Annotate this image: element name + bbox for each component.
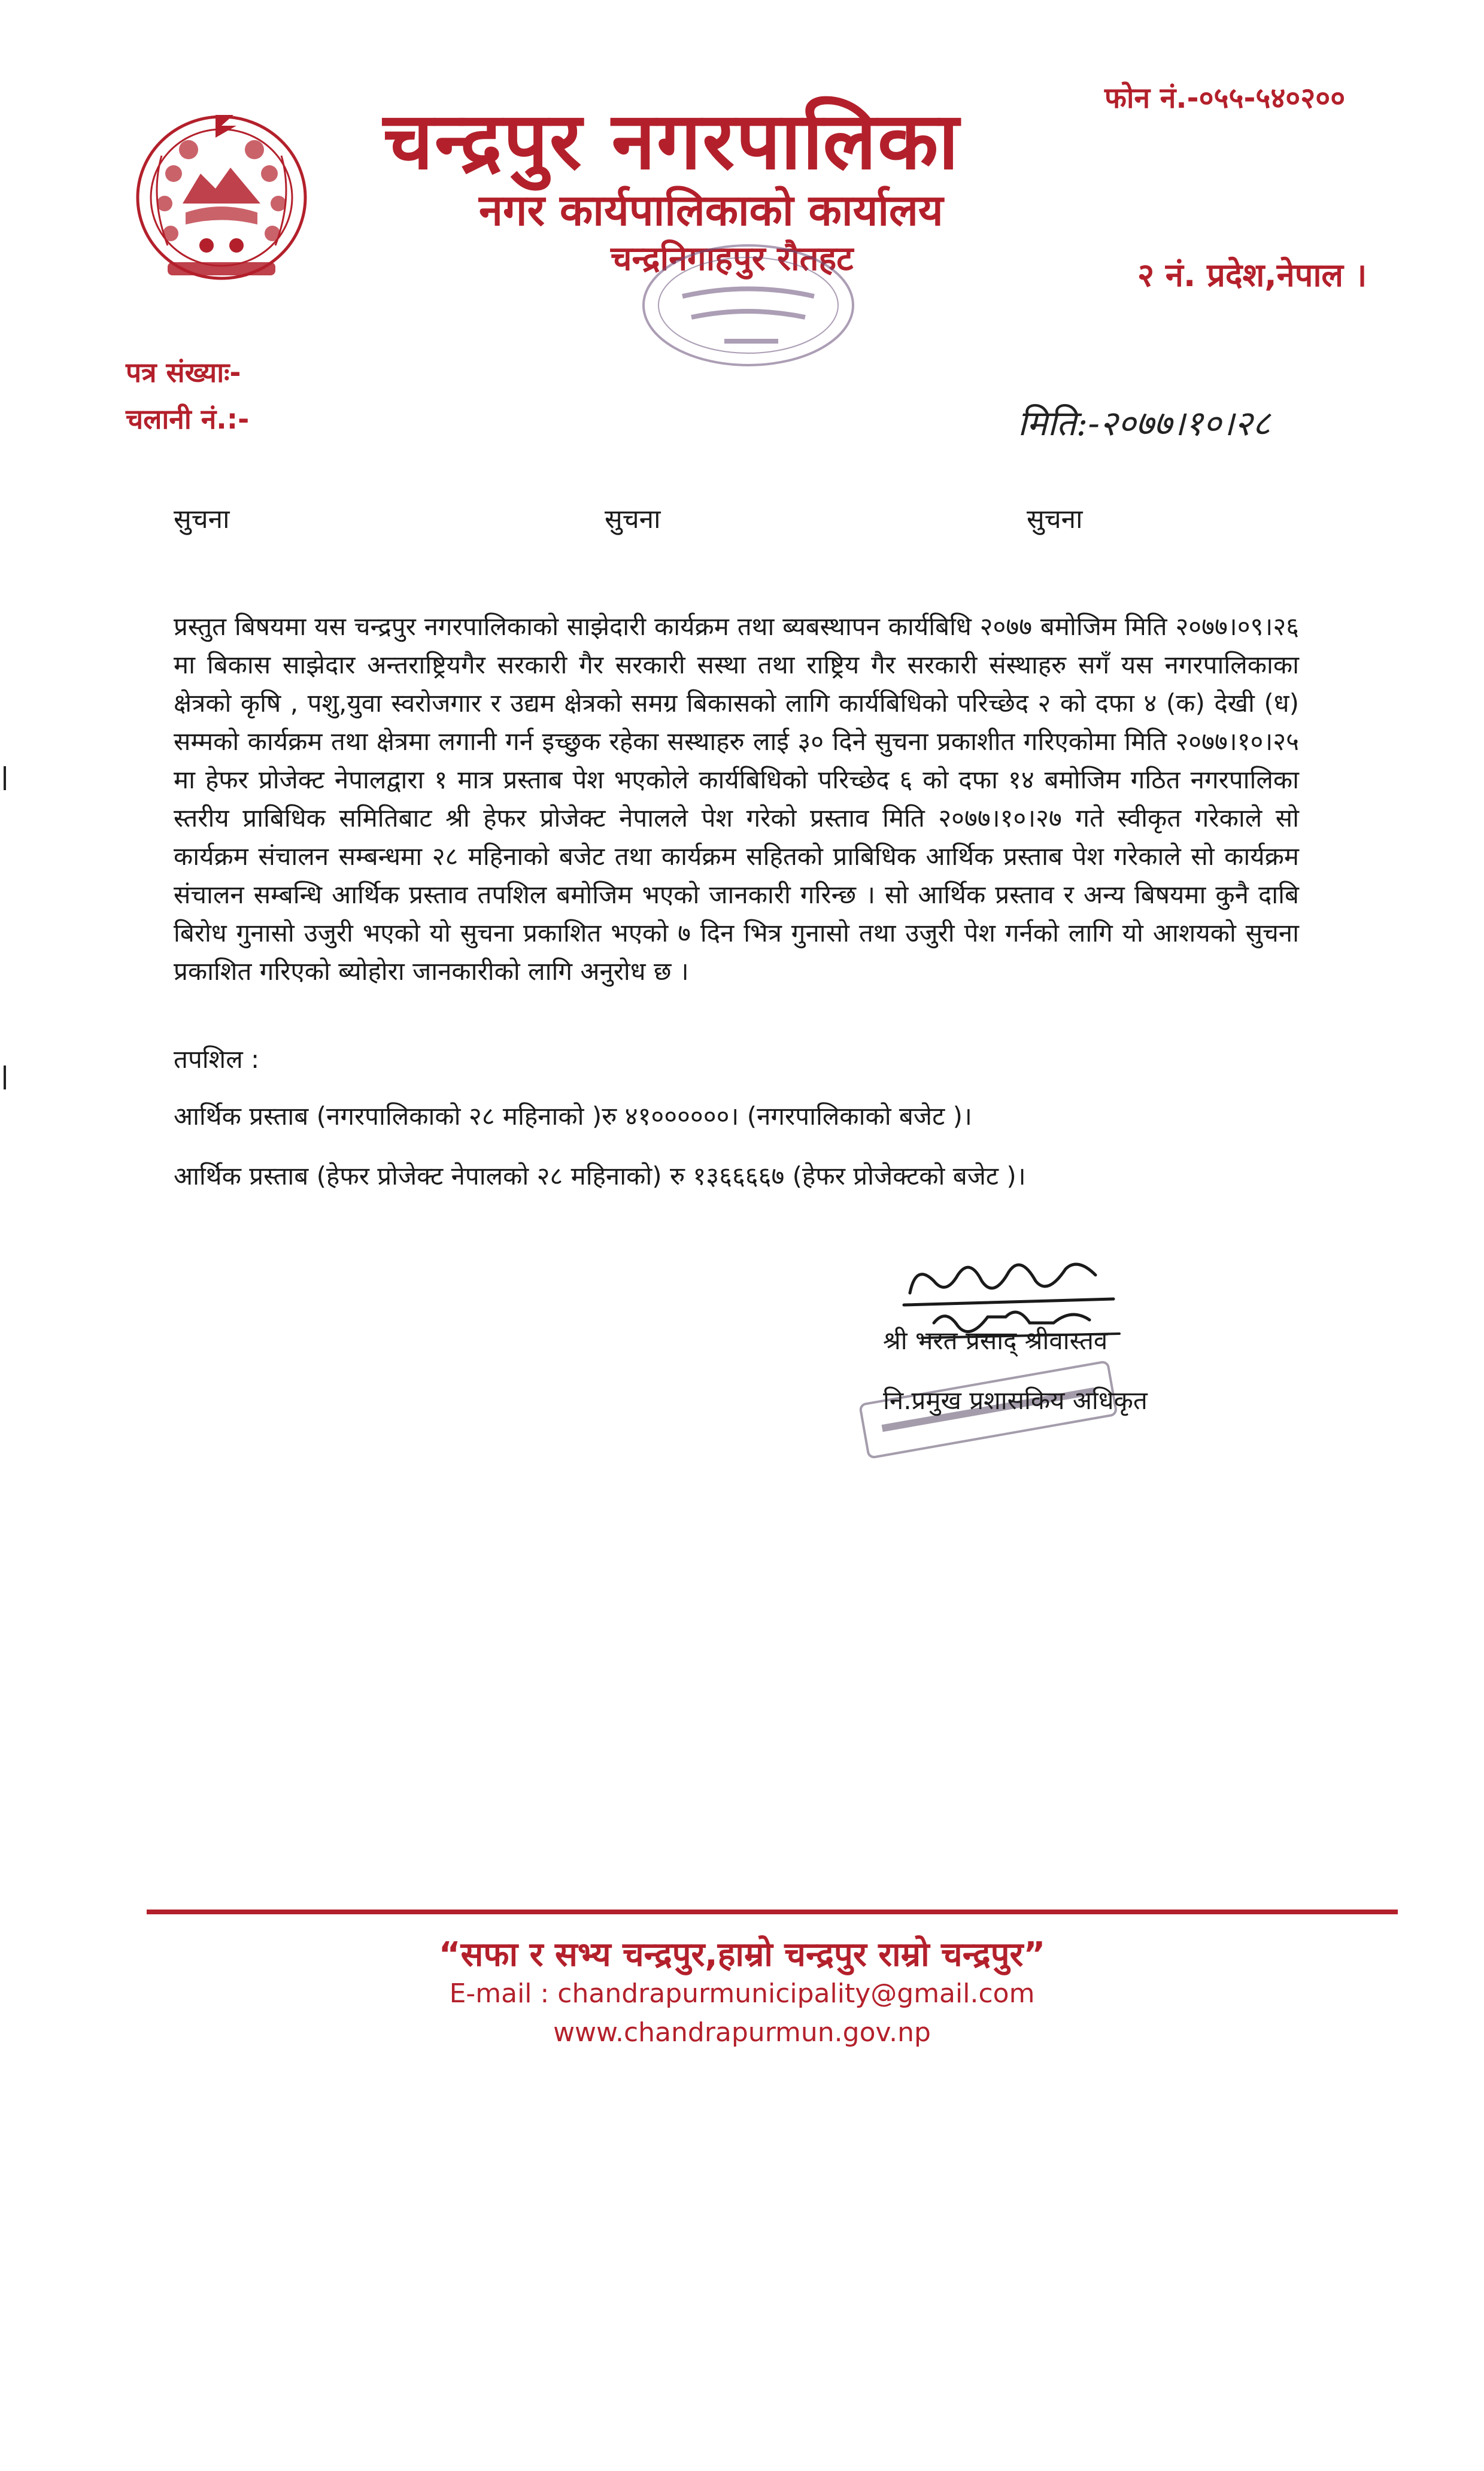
office-address: चन्द्रनिगाहपुर रौतहट (611, 239, 854, 278)
footer-slogan: “सफा र सभ्य चन्द्रपुर,हाम्रो चन्द्रपुर राम्रो चन्द्रपुर” (438, 1935, 1046, 1974)
financial-proposal-item: आर्थिक प्रस्ताब (नगरपालिकाको २८ महिनाको )रु ४१००००००। (नगरपालिकाको बजेट )। (174, 1101, 972, 1131)
scan-edge-mark (4, 766, 6, 790)
signatory-name: श्री भरत प्रसाद् श्रीवास्तव (883, 1326, 1108, 1355)
letter-date: मिति:-२०७७।१०।२८ (1018, 403, 1271, 444)
dispatch-number-label: चलानी नं.:- (126, 403, 250, 435)
scan-edge-mark (4, 1065, 6, 1089)
province-label: २ नं. प्रदेश,नेपाल । (1137, 256, 1367, 294)
letter-number-label: पत्र संख्याः- (126, 356, 241, 388)
financial-proposal-item: आर्थिक प्रस्ताब (हेफर प्रोजेक्ट नेपालको २८ महिनाको) रु १३६६६६७ (हेफर प्रोजेक्टको बजेट )। (174, 1161, 1026, 1191)
signatory-title: नि.प्रमुख प्रशासकिय अधिकृत (883, 1386, 1148, 1415)
footer-website: www.chandrapurmun.gov.np (553, 2017, 931, 2048)
notice-body (174, 608, 1299, 991)
municipality-name: चन्द्रपुर नगरपालिका (383, 95, 960, 187)
details-label: तपशिल : (174, 1045, 260, 1074)
office-seal-icon (635, 239, 862, 371)
notice-heading: सुचना (1027, 504, 1083, 535)
nepal-government-emblem-icon (126, 84, 317, 293)
phone-number: फोन नं.-०५५-५४०२०० (1104, 81, 1346, 115)
notice-paragraph: प्रस्तुत बिषयमा यस चन्द्रपुर नगरपालिकाको साझेदारी कार्यक्रम तथा ब्यबस्थापन कार्यबिधि २०७७ बमोजिम मिति २०७७।०९।२६ मा बिकास साझेदार अन्तराष्ट्रियगैर सरकारी गैर सरकारी सस्था तथा राष्ट्रिय गैर सरकारी संस्थाहरु सगँ यस नगरपालिकाका क्षेत्रको कृषि , पशु,युवा स्वरोजगार र उद्यम क्षेत्रको समग्र बिकासको लागि कार्यबिधिको परिच्छेद २ को दफा ४ (क) देखी (ध) सम्मको कार्यक्रम तथा क्षेत्रमा लगानी गर्न इच्छुक रहेका सस्थाहरु लाई ३० दिने सुचना प्रकाशीत गरिएकोमा मिति २०७७।१०।२५ मा हेफर प्रोजेक्ट नेपालद्वारा १ मात्र प्रस्ताब पेश भएकोले कार्यबिधिको परिच्छेद ६ को दफा १४ बमोजिम गठित नगरपालिका स्तरीय प्राबिधिक समितिबाट श्री हेफर प्रोजेक्ट नेपालले पेश गरेको प्रस्ताव मिति २०७७।१०।२७ गते स्वीकृत गरेकाले सो कार्यक्रम संचालन सम्बन्धमा २८ महिनाको बजेट तथा कार्यक्रम सहितको प्राबिधिक आर्थिक प्रस्ताब पेश गरेकाले सो कार्यक्रम संचालन सम्बन्धि आर्थिक प्रस्ताव तपशिल बमोजिम भएको जानकारी गरिन्छ । सो आर्थिक प्रस्ताव र अन्य बिषयमा कुनै दाबि बिरोध गुनासो उजुरी भएको यो सुचना प्रकाशित भएको ७ दिन भित्र गुनासो तथा उजुरी पेश गर्नको लागि यो आशयको सुचना प्रकाशित गरिएको ब्योहोरा जानकारीको लागि अनुरोध छ । (174, 612, 1299, 986)
footer-email: E-mail : chandrapurmunicipality@gmail.com (449, 1978, 1035, 2009)
footer-divider (147, 1910, 1398, 1914)
office-name: नगर कार्यपालिकाको कार्यालय (479, 185, 943, 235)
notice-heading: सुचना (174, 504, 230, 535)
notice-heading: सुचना (605, 504, 661, 535)
